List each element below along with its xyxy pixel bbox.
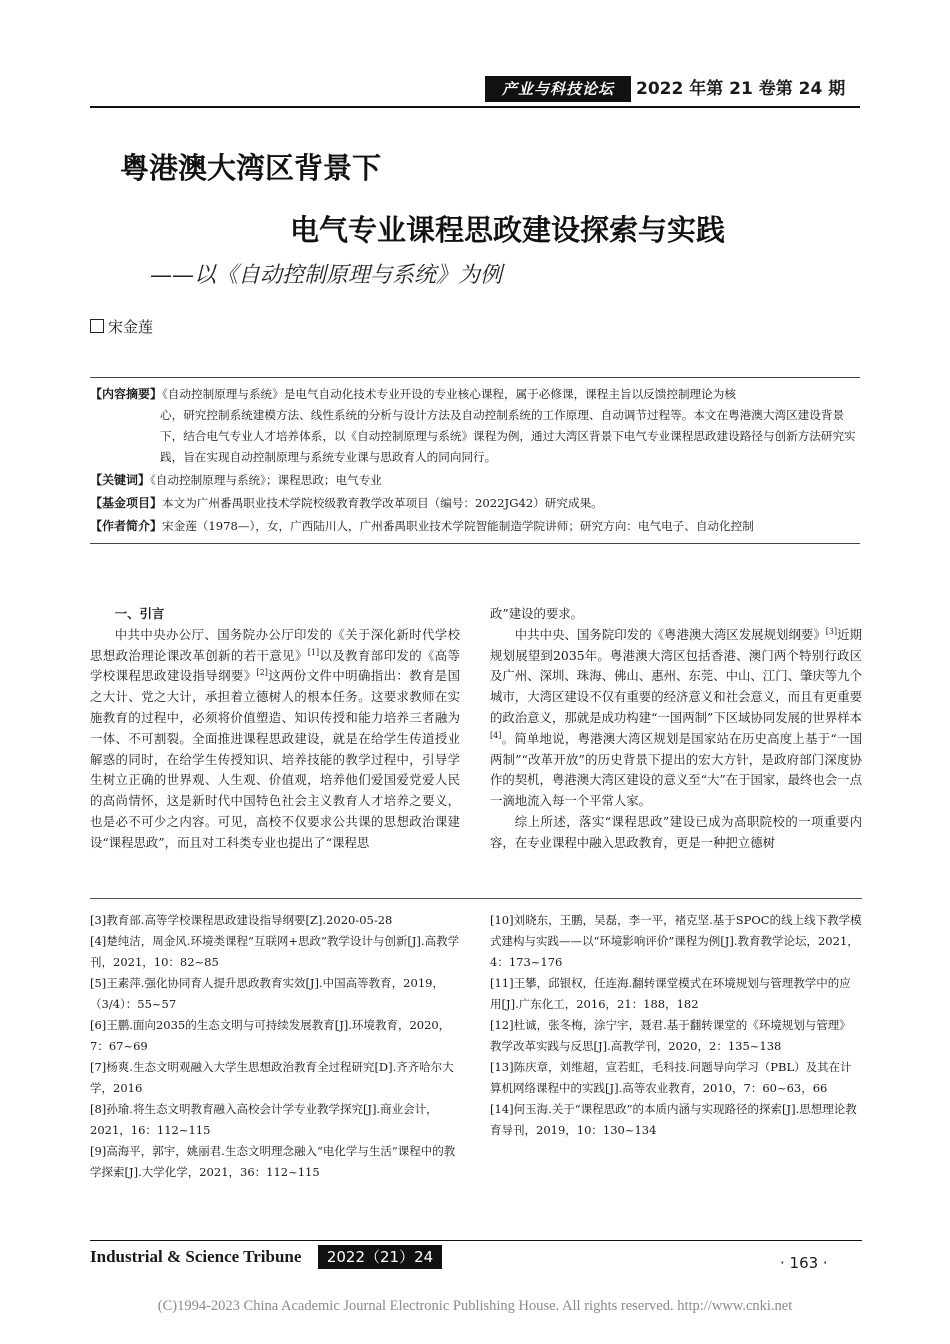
journal-name-badge: 产业与科技论坛	[485, 76, 631, 102]
p2-text-b: 近期规划展望到2035年。粤港澳大湾区包括香港、澳门两个特别行政区及广州、深圳、珠海、佛山、惠州、东莞、中山、江门、肇庆等九个城市，大湾区建设不仅有重要的经济意义和社会意义，而且有更重要的政治意义，那就是成功构建“一国两制”下区域协同发展的世界样本	[490, 626, 863, 725]
bio-label: 【作者简介】	[90, 519, 163, 533]
abstract-rest: 心，研究控制系统建模方法、线性系统的分析与设计方法及自动控制系统的工作原理、自动调节过程等。本文在粤港澳大湾区建设背景下，结合电气专业人才培养体系，以《自动控制原理与系统》课程为例，通过大湾区背景下电气专业课程思政建设路径与创新方法研究实践，旨在实现自动控制原理与系统专业课与思政育人的同向同行。	[160, 408, 856, 464]
fund	[90, 493, 860, 514]
header-rule	[90, 106, 860, 108]
references-left	[90, 910, 462, 1183]
reference-item: [3]教育部.高等学校课程思政建设指导纲要[Z].2020-05-28	[90, 913, 393, 927]
abstract-top-rule	[90, 377, 860, 378]
paragraph-1	[90, 625, 460, 854]
page-number: · 163 ·	[780, 1254, 828, 1272]
author	[90, 316, 153, 337]
reference-item: [7]杨爽.生态文明观融入大学生思想政治教育全过程研究[D].齐齐哈尔大学，2016	[90, 1060, 454, 1095]
citation: [1]	[307, 647, 320, 657]
keywords-text: 《自动控制原理与系统》；课程思政；电气专业	[150, 473, 382, 487]
reference-item: [6]王鹏.面向2035的生态文明与可持续发展教育[J].环境教育，2020，7：67~69	[90, 1018, 451, 1053]
reference-item: [8]孙瑜.将生态文明教育融入高校会计学专业教学探究[J].商业会计，2021，16：112~115	[90, 1102, 438, 1137]
p1-text-c: 这两份文件中明确指出：教育是国之大计、党之大计，承担着立德树人的根本任务。这要求教师在实施教育的过程中，必须将价值塑造、知识传授和能力培养三者融为一体、不可割裂。全面推进课程思政建设，就是在给学生传道授业解惑的同时，在给学生传授知识、培养技能的教学过程中，引导学生树立正确的世界观、人生观、价值观，培养他们爱国爱党爱人民的高尚情怀，这是新时代中国特色社会主义教育人才培养之要义，也是必不可少之内容。可见，高校不仅要求公共课的思想政治课建设“课程思政”，而且对工科类专业也提出了“课程思	[90, 668, 461, 850]
abstract	[90, 384, 860, 468]
footer-rule	[90, 1240, 862, 1241]
reference-item: [9]高海平，郭宇，姚丽君.生态文明理念融入“电化学与生活”课程中的教学探索[J].大学化学，2021，36：112~115	[90, 1144, 456, 1179]
references-rule	[90, 898, 862, 899]
p2-text-c: 。简单地说，粤港澳大湾区规划是国家站在历史高度上基于“一国两制”“改革开放”的历史背景下提出的宏大方针，是政府部门深度协作的契机，粤港澳大湾区建设的意义至“大”在于国家，最终也会一点一滴地流入每一个平常人家。	[490, 730, 862, 809]
issue-info: 2022 年第 21 卷第 24 期	[636, 79, 846, 99]
bio-text: 宋金莲（1978—），女，广西陆川人，广州番禺职业技术学院智能制造学院讲师；研究方向：电气电子、自动化控制	[162, 519, 754, 533]
abstract-bottom-rule	[90, 543, 860, 544]
p1-text-b: 以及教育部印发的《高等学校课程思政建设指导纲要》	[90, 647, 461, 684]
body-column-left	[90, 604, 460, 854]
keywords	[90, 470, 860, 491]
author-name: 宋金莲	[108, 318, 154, 336]
paragraph-2	[490, 625, 862, 812]
body-column-right	[490, 604, 862, 854]
author-box-icon	[90, 319, 104, 333]
reference-item: [13]陈庆章，刘维超，宣若虹，毛科技.问题导向学习（PBL）及其在计算机网络课程中的实践[J].高等农业教育，2010，7：60~63，66	[490, 1060, 852, 1095]
author-bio	[90, 516, 860, 537]
citation: [2]	[256, 668, 268, 678]
subtitle: ——以《自动控制原理与系统》为例	[150, 263, 503, 288]
section-heading: 一、引言	[114, 606, 165, 621]
p2-text: 中共中央、国务院印发的《粤港澳大湾区发展规划纲要》	[514, 626, 826, 642]
references-right	[490, 910, 862, 1141]
citation: [4]	[490, 730, 502, 740]
keywords-label: 【关键词】	[90, 473, 151, 487]
reference-item: [5]王素萍.强化协同育人提升思政教育实效[J].中国高等教育，2019，（3/4）：55~57	[90, 976, 444, 1011]
fund-text: 本文为广州番禺职业技术学院校级教育教学改革项目（编号：2022JG42）研究成果。	[162, 496, 603, 510]
footer-issue-badge: 2022（21）24	[318, 1245, 442, 1269]
abstract-label: 【内容摘要】	[90, 387, 163, 401]
p1-text: 中共中央办公厅、国务院办公厅印发的《关于深化新时代学校思想政治理论课改革创新的若干意见》	[90, 626, 460, 663]
title-line-2: 电气专业课程思政建设探索与实践	[290, 213, 726, 247]
reference-item: [10]刘晓东，王鹏，吴磊，李一平，褚克坚.基于SPOC的线上线下教学模式建构与实践——以“环境影响评价”课程为例[J].教育教学论坛，2021，4：173~176	[490, 913, 862, 969]
paragraph-3: 综上所述，落实“课程思政”建设已成为高职院校的一项重要内容，在专业课程中融入思政教育，更是一种把立德树	[490, 813, 862, 850]
reference-item: [11]王攀，邱银权，任连海.翻转课堂模式在环境规划与管理教学中的应用[J].广东化工，2016，21：188，182	[490, 976, 851, 1011]
reference-item: [12]杜诚，张冬梅，涂宁宇，聂君.基于翻转课堂的《环境规划与管理》教学改革实践与反思[J].高教学刊，2020，2：135~138	[490, 1018, 851, 1053]
copyright-notice: (C)1994-2023 China Academic Journal Electronic Publishing House. All rights reserved. http://www.cnki.net	[157, 1298, 793, 1314]
reference-item: [4]楚纯洁，周金风.环境类课程“互联网+思政”教学设计与创新[J].高教学刊，2021，10：82~85	[90, 934, 460, 969]
reference-item: [14]何玉海.关于“课程思政”的本质内涵与实现路径的探索[J].思想理论教育导刊，2019，10：130~134	[490, 1102, 857, 1137]
citation: [3]	[825, 626, 838, 636]
abstract-line-1: 《自动控制原理与系统》是电气自动化技术专业开设的专业核心课程，属于必修课，课程主旨以反馈控制理论为核	[162, 387, 736, 401]
fund-label: 【基金项目】	[90, 496, 163, 510]
paragraph-1-end: 政”建设的要求。	[490, 606, 584, 621]
footer-journal-name: Industrial & Science Tribune	[90, 1247, 302, 1266]
title-line-1: 粤港澳大湾区背景下	[120, 151, 382, 185]
